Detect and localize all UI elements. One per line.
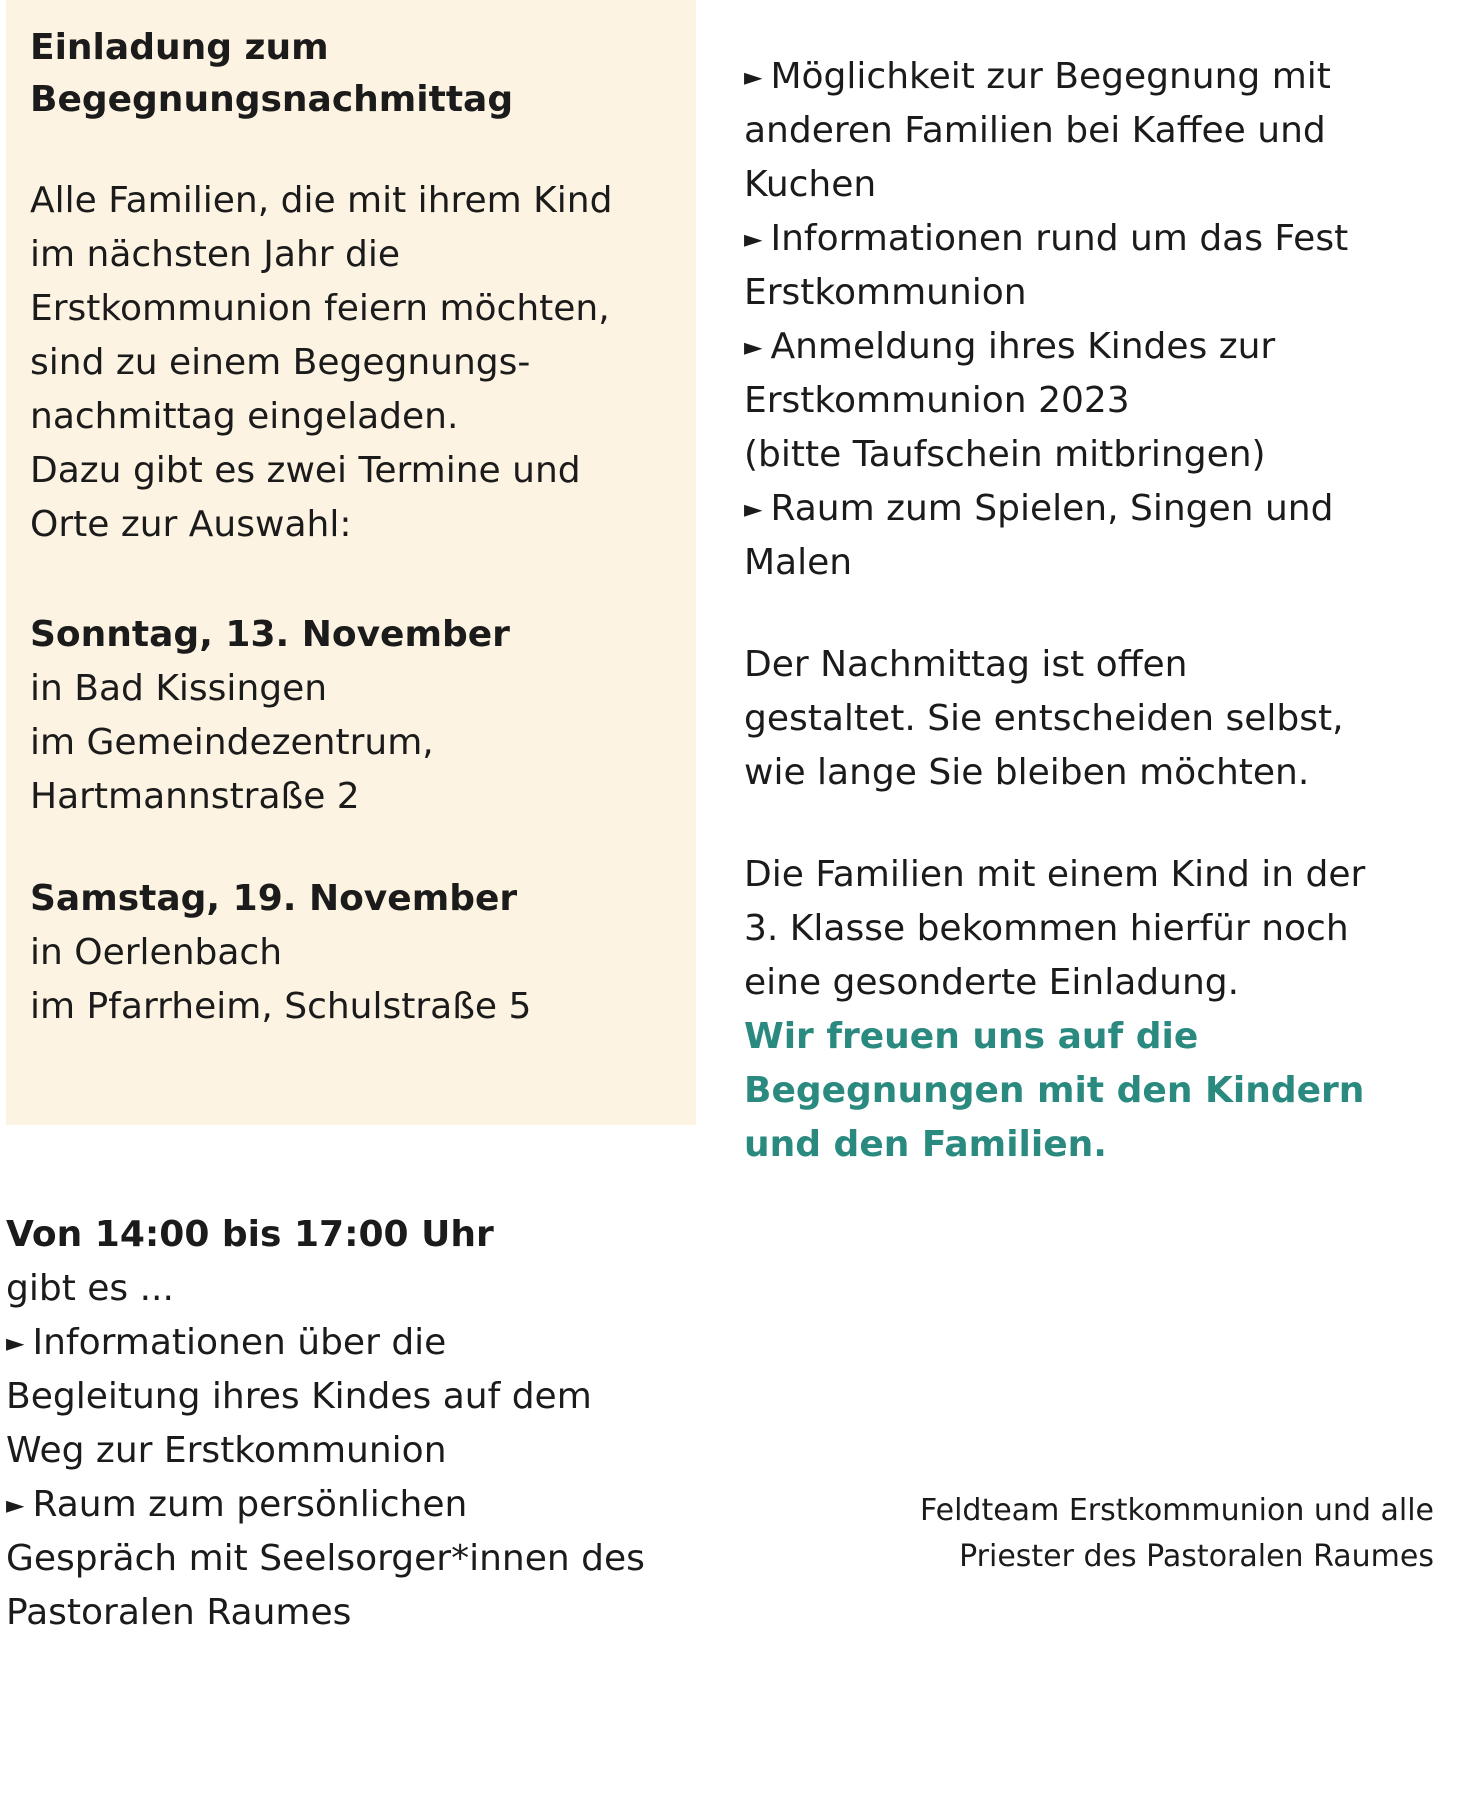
invitation-box: [6, 0, 696, 1125]
note-third-class: Die Familien mit einem Kind in der 3. Klasse bekommen hierfür noch eine gesonderte Einladung.: [744, 854, 1366, 1003]
offering-text: Informationen über die Begleitung ihres Kindes auf dem Weg zur Erstkommunion: [6, 1322, 592, 1471]
offering-item: [744, 320, 1444, 482]
date2-heading: Samstag, 19. November: [30, 878, 518, 919]
date1-heading: Sonntag, 13. November: [30, 614, 510, 655]
invitation-title: Einladung zum Begegnungsnachmittag: [30, 27, 514, 120]
bullet-arrow-icon: ►: [6, 1329, 25, 1357]
schedule-lead: gibt es ...: [6, 1268, 174, 1309]
offering-text: Anmeldung ihres Kindes zur Erstkommunion 2023 (bitte Taufschein mitbringen): [744, 326, 1276, 475]
offering-item: [6, 1478, 706, 1640]
schedule-section: [6, 1208, 706, 1640]
date1-details: in Bad Kissingen im Gemeindezentrum, Hartmannstraße 2: [30, 668, 434, 817]
offering-text: Möglichkeit zur Begegnung mit anderen Familien bei Kaffee und Kuchen: [744, 56, 1331, 205]
bullet-arrow-icon: ►: [744, 495, 763, 523]
invitation-intro: Alle Familien, die mit ihrem Kind im nächsten Jahr die Erstkommunion feiern möchten, sind zu einem Begegnungs- nachmittag eingeladen. Dazu gibt es zwei Termine und Orte zur Auswahl:: [30, 180, 613, 545]
bullet-arrow-icon: ►: [6, 1491, 25, 1519]
date2-details: in Oerlenbach im Pfarrheim, Schulstraße 5: [30, 932, 532, 1027]
offering-item: [744, 212, 1444, 320]
offering-item: [744, 50, 1444, 212]
offering-text: Raum zum Spielen, Singen und Malen: [744, 488, 1334, 583]
offering-text: Informationen rund um das Fest Erstkommunion: [744, 218, 1349, 313]
bullet-arrow-icon: ►: [744, 225, 763, 253]
right-column: [744, 50, 1444, 1172]
note-open-format: Der Nachmittag ist offen gestaltet. Sie entscheiden selbst, wie lange Sie bleiben möchten.: [744, 644, 1344, 793]
offering-item: [744, 482, 1444, 590]
schedule-time: Von 14:00 bis 17:00 Uhr: [6, 1214, 494, 1255]
offering-item: [6, 1316, 706, 1478]
offering-text: Raum zum persönlichen Gespräch mit Seelsorger*innen des Pastoralen Raumes: [6, 1484, 645, 1633]
bullet-arrow-icon: ►: [744, 333, 763, 361]
bullet-arrow-icon: ►: [744, 63, 763, 91]
signature: Feldteam Erstkommunion und alle Priester des Pastoralen Raumes: [920, 1493, 1434, 1574]
closing-message: Wir freuen uns auf die Begegnungen mit den Kindern und den Familien.: [744, 1016, 1365, 1165]
